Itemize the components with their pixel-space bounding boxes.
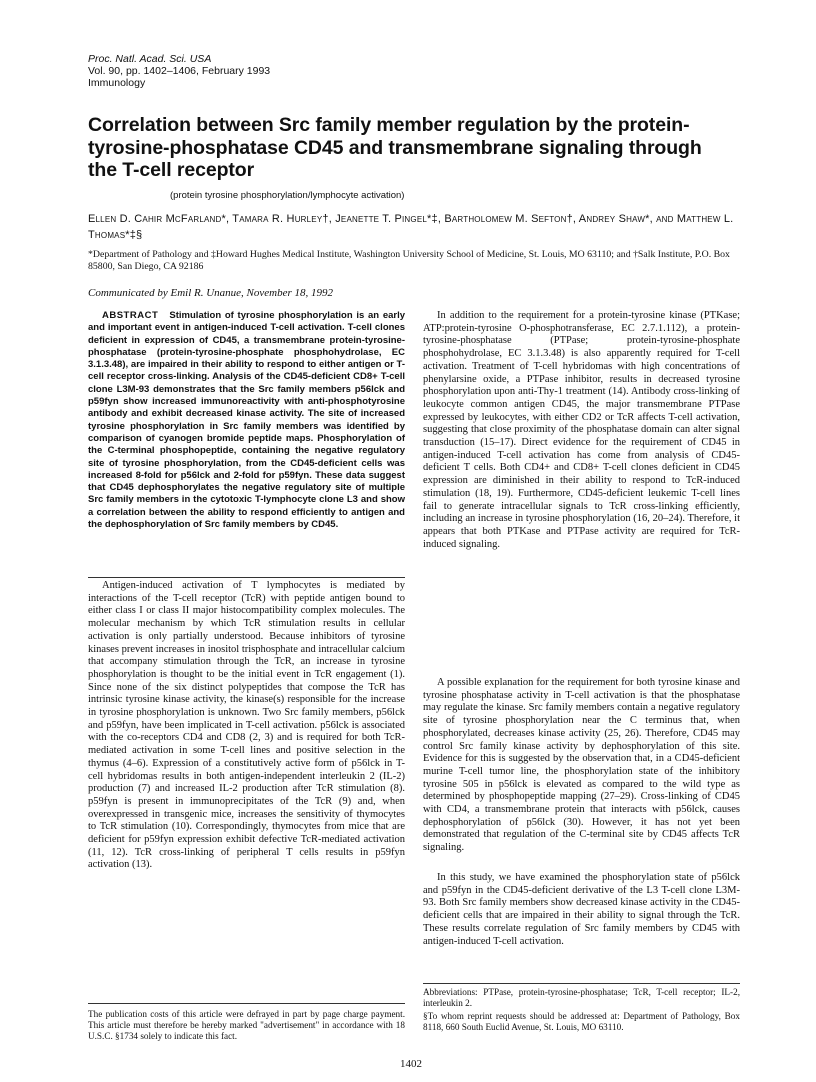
page-number: 1402 <box>400 1058 422 1070</box>
footnote-divider <box>88 1003 405 1004</box>
journal-header <box>88 53 270 89</box>
body-paragraph-2: A possible explanation for the requirement for both tyrosine kinase and tyrosine phosphatase activity in T-cell activation is that the phosphatase may regulate the kinase. Src family members contain a negative regulatory site of tyrosine phosphorylation near the C terminus that, when phosphorylated, decreases kinase activity (25, 26). Therefore, CD45 may control Src family kinase activity by dephosphorylation of this site. Evidence for this is suggested by the observation that, in a CD45-deficient murine T-cell tumor line, the phosphorylation state of the inhibitory tyrosine 505 in p56lck is elevated as compared to the wild type as determined by phosphopeptide mapping (27–29). Cross-linking of CD45 with CD4, a transmembrane protein that interacts with p56lck, causes dephosphorylation of p56lck (30). However, it has not yet been demonstrated that regulation of the C-terminal site by CD45 affects TcR signaling. <box>423 677 740 854</box>
abbreviation-divider <box>423 983 740 984</box>
abbreviations-footnote: Abbreviations: PTPase, protein-tyrosine-phosphatase; TcR, T-cell receptor; IL-2, interleukin 2. <box>423 987 740 1008</box>
abstract-label: ABSTRACT <box>102 310 159 321</box>
abstract-divider <box>88 577 405 578</box>
journal-name: Proc. Natl. Acad. Sci. USA <box>88 53 212 65</box>
affiliations: *Department of Pathology and ‡Howard Hughes Medical Institute, Washington University School of Medicine, St. Louis, MO 63110; and †Salk Institute, P.O. Box 85800, San Diego, CA 92186 <box>88 249 730 272</box>
article-title: Correlation between Src family member regulation by the protein-tyrosine-phosphatase CD45 and transmembrane signaling through the T-cell receptor <box>88 114 702 181</box>
journal-volume: Vol. 90, pp. 1402–1406, February 1993 <box>88 65 271 77</box>
reprint-footnote: §To whom reprint requests should be addressed at: Department of Pathology, Box 8118, 660 South Euclid Avenue, St. Louis, MO 63110. <box>423 1011 740 1032</box>
body-paragraph-3: In this study, we have examined the phosphorylation state of p56lck and p59fyn in the CD45-deficient derivative of the L3 T-cell clone L3M-93. Both Src family members show decreased kinase activity in the CD45-deficient cells that are impaired in their ability to signal through the TcR. These results correlate regulation of Src family members by CD45 with antigen-induced T-cell activation. <box>423 872 740 947</box>
publication-cost-footnote: The publication costs of this article were defrayed in part by page charge payment. This article must therefore be hereby marked "advertisement" in accordance with 18 U.S.C. §1734 solely to indicate this fact. <box>88 1009 405 1041</box>
communicated-by: Communicated by Emil R. Unanue, November 18, 1992 <box>88 287 334 299</box>
journal-section: Immunology <box>88 77 146 89</box>
keywords: (protein tyrosine phosphorylation/lymphocyte activation) <box>170 190 405 201</box>
author-list: Ellen D. Cahir McFarland*, Tamara R. Hurley†, Jeanette T. Pingel*‡, Bartholomew M. Sefton†, Andrey Shaw*, and Matthew L. Thomas*‡§ <box>88 213 734 241</box>
intro-paragraph: Antigen-induced activation of T lymphocytes is mediated by interactions of the T-cell receptor (TcR) with peptide antigen bound to either class I or class II major histocompatibility complex molecules. The molecular mechanism by which TcR stimulation results in cellular activation is only partially understood. Because inhibitors of tyrosine kinases prevent increases in inositol trisphosphate and intracellular calcium that accompany stimulation through the TcR, an increase in tyrosine phosphorylation is thought to be the initial event in TcR engagement (1). Since none of the six distinct polypeptides that compose the TcR has intrinsic tyrosine kinase activity, the kinase(s) responsible for the increase in tyrosine phosphorylation is unknown. Two Src family members, p56lck and p59fyn, have been implicated in T-cell activation. p56lck is associated with the co-receptors CD4 and CD8 (2, 3) and is required for both TcR-mediated activation in some T-cell lines and positive selection in the thymus (4–6). Expression of a constitutively active form of p56lck in T-cell hybridomas results in both antigen-independent interleukin 2 (IL-2) production (7) and increased IL-2 production after TcR stimulation (8). p59fyn is present in immunoprecipitates of the TcR (9) and, when overexpressed in transgenic mice, increases the sensitivity of thymocytes to TcR stimulation (10). Correspondingly, thymocytes from mice that are deficient for p59fyn expression exhibit defective TcR-mediated activation (11, 12). TcR cross-linking of peripheral T cells results in p59fyn activation (13). <box>88 580 405 871</box>
abstract <box>88 310 405 570</box>
body-paragraph-1: In addition to the requirement for a protein-tyrosine kinase (PTKase; ATP:protein-tyrosine O-phosphotransferase, EC 2.7.1.112), a protein-tyrosine-phosphatase (PTPase; protein-tyrosine-phosphate phosphohydrolase, EC 3.1.3.48) is also apparently required for T-cell activation. Treatment of T-cell hybridomas with high concentrations of phenylarsine oxide, a PTPase inhibitor, results in decreased tyrosine phosphorylation upon anti-Thy-1 treatment (14). Antibody cross-linking of leukocyte common antigen CD45, the major transmembrane PTPase expressed by leukocytes, with either CD2 or TcR affects T-cell activation, suggesting that close proximity of the phosphatase domain can alter signal transduction (15–17). Direct evidence for the requirement of CD45 in antigen-induced T-cell activation has come from analysis of CD45-deficient T cells. Both CD4+ and CD8+ T-cell clones deficient in CD45 expression are diminished in their ability to respond to TcR-induced stimulation (18, 19). Furthermore, CD45-deficient leukemic T-cell lines fail to generate intracellular signals to TcR cross-linking efficiently, including an increase in tyrosine phosphorylation (16, 20–24). Therefore, it appears that both PTKase and PTPase activity are required for TcR-induced signaling. <box>423 310 740 550</box>
abstract-text: Stimulation of tyrosine phosphorylation is an early and important event in antigen-induced T-cell activation. T-cell clones deficient in expression of CD45, a transmembrane protein-tyrosine-phosphatase (protein-tyrosine-phosphate phosphohydrolase, EC 3.1.3.48), are impaired in their ability to respond to either antigen or T-cell receptor cross-linking. Analysis of the CD45-deficient CD8+ T-cell clone L3M-93 demonstrates that the Src family members p56lck and p59fyn show increased immunoreactivity with anti-phosphotyrosine antibody and exhibit decreased kinase activity. The site of increased tyrosine phosphorylation in Src family members was identified by comparison of cyanogen bromide peptide maps. Phosphorylation of the C-terminal phosphopeptide, containing the negative regulatory site of tyrosine phosphorylation, from the CD45-deficient cells was increased 8-fold for p56lck and 2-fold for p59fyn. These data suggest that CD45 dephosphorylates the negative regulatory site of multiple Src family members in the cytotoxic T-lymphocyte clone L3 and show a correlation between the ability to respond efficiently to antigen and the dephosphorylation of Src family members by CD45. <box>88 310 406 531</box>
